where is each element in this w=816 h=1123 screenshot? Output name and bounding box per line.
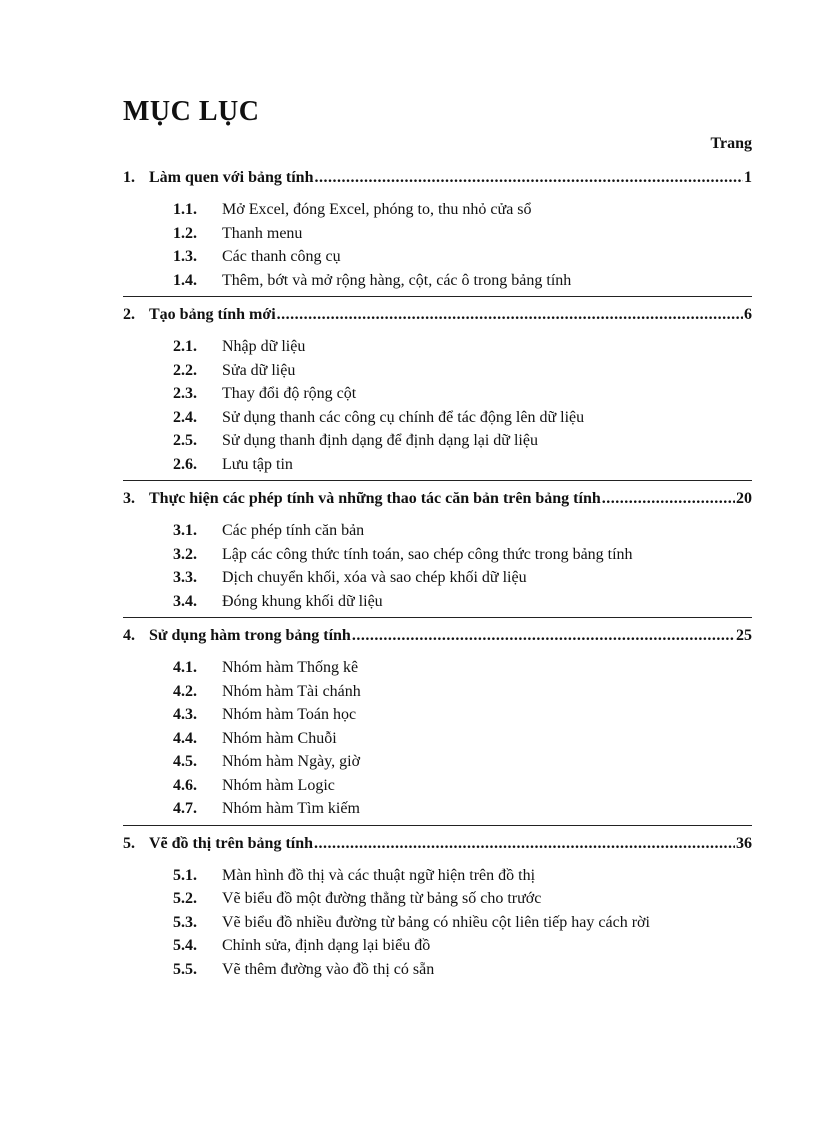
toc-subsection[interactable] bbox=[173, 958, 752, 982]
subsection-number: 3.3. bbox=[173, 569, 197, 586]
section-title: Tạo bảng tính mới bbox=[149, 306, 276, 323]
subsection-number: 3.2. bbox=[173, 545, 197, 563]
toc-subsection[interactable] bbox=[173, 453, 752, 477]
subsection-title: Thay đổi độ rộng cột bbox=[222, 385, 357, 402]
toc-section-heading[interactable] bbox=[123, 487, 752, 511]
dot-leader bbox=[352, 624, 735, 648]
section-number: 5. bbox=[123, 834, 135, 852]
subsection-number: 2.5. bbox=[173, 432, 197, 449]
toc-subsection[interactable] bbox=[173, 727, 752, 751]
toc-subsection[interactable] bbox=[173, 269, 752, 293]
subsection-number: 2.3. bbox=[173, 385, 197, 402]
subsection-title: Chỉnh sửa, định dạng lại biểu đồ bbox=[222, 937, 431, 954]
section-number: 4. bbox=[123, 627, 135, 644]
subsection-title: Đóng khung khối dữ liệu bbox=[222, 592, 383, 610]
page-column-label: Trang bbox=[710, 135, 752, 152]
section-divider bbox=[123, 617, 752, 618]
subsection-number: 1.4. bbox=[173, 271, 197, 289]
subsection-number: 2.6. bbox=[173, 455, 197, 473]
subsection-title: Thêm, bớt và mở rộng hàng, cột, các ô trong bảng tính bbox=[222, 271, 572, 289]
toc-subsection[interactable] bbox=[173, 590, 752, 614]
subsection-number: 4.4. bbox=[173, 729, 197, 747]
subsection-list bbox=[123, 335, 752, 476]
toc-section-heading[interactable] bbox=[123, 303, 752, 327]
subsection-title: Sử dụng thanh định dạng để định dạng lại dữ liệu bbox=[222, 432, 538, 449]
page-title: MỤC LỤC bbox=[123, 96, 260, 127]
subsection-list bbox=[123, 519, 752, 613]
toc-subsection[interactable] bbox=[173, 566, 752, 590]
subsection-title: Vẽ thêm đường vào đồ thị có sẵn bbox=[222, 960, 435, 978]
subsection-title: Nhóm hàm Logic bbox=[222, 776, 335, 794]
subsection-title: Nhóm hàm Tìm kiếm bbox=[222, 800, 360, 817]
subsection-number: 4.5. bbox=[173, 753, 197, 770]
subsection-number: 1.1. bbox=[173, 201, 197, 218]
subsection-number: 5.5. bbox=[173, 960, 197, 978]
subsection-number: 5.2. bbox=[173, 890, 197, 907]
subsection-title: Các phép tính căn bản bbox=[222, 522, 365, 539]
subsection-title: Sửa dữ liệu bbox=[222, 361, 296, 379]
toc-subsection[interactable] bbox=[173, 222, 752, 246]
section-page-number: 1 bbox=[744, 169, 752, 186]
toc-subsection[interactable] bbox=[173, 864, 752, 888]
subsection-number: 1.3. bbox=[173, 248, 197, 265]
toc-section-heading[interactable] bbox=[123, 166, 752, 190]
toc-subsection[interactable] bbox=[173, 774, 752, 798]
subsection-title: Nhóm hàm Ngày, giờ bbox=[222, 753, 361, 770]
toc-subsection[interactable] bbox=[173, 198, 752, 222]
subsection-title: Mở Excel, đóng Excel, phóng to, thu nhỏ cửa sổ bbox=[222, 201, 532, 218]
section-page-number: 20 bbox=[736, 490, 752, 507]
toc-subsection[interactable] bbox=[173, 911, 752, 935]
section-number: 2. bbox=[123, 306, 135, 323]
subsection-title: Sử dụng thanh các công cụ chính để tác động lên dữ liệu bbox=[222, 408, 585, 426]
toc-subsection[interactable] bbox=[173, 406, 752, 430]
toc-subsection[interactable] bbox=[173, 382, 752, 406]
subsection-title: Nhóm hàm Thống kê bbox=[222, 659, 359, 676]
subsection-list bbox=[123, 198, 752, 292]
section-number: 3. bbox=[123, 490, 135, 507]
subsection-title: Nhập dữ liệu bbox=[222, 338, 306, 355]
subsection-number: 2.4. bbox=[173, 408, 197, 426]
dot-leader bbox=[314, 832, 735, 856]
section-title: Vẽ đồ thị trên bảng tính bbox=[149, 834, 314, 852]
toc-section bbox=[123, 624, 752, 826]
toc-subsection[interactable] bbox=[173, 703, 752, 727]
subsection-title: Lưu tập tin bbox=[222, 455, 293, 473]
subsection-number: 4.2. bbox=[173, 682, 197, 700]
toc-section bbox=[123, 166, 752, 297]
toc-section bbox=[123, 487, 752, 618]
table-of-contents bbox=[123, 166, 752, 981]
dot-leader bbox=[314, 166, 743, 190]
toc-subsection[interactable] bbox=[173, 797, 752, 821]
toc-subsection[interactable] bbox=[173, 934, 752, 958]
section-divider bbox=[123, 296, 752, 297]
subsection-title: Nhóm hàm Tài chánh bbox=[222, 682, 361, 700]
subsection-title: Lập các công thức tính toán, sao chép công thức trong bảng tính bbox=[222, 545, 633, 563]
toc-subsection[interactable] bbox=[173, 680, 752, 704]
section-number: 1. bbox=[123, 169, 135, 186]
subsection-title: Thanh menu bbox=[222, 224, 303, 242]
subsection-list bbox=[123, 656, 752, 821]
subsection-list bbox=[123, 864, 752, 982]
section-divider bbox=[123, 825, 752, 826]
subsection-title: Các thanh công cụ bbox=[222, 248, 341, 265]
subsection-title: Vẽ biểu đồ một đường thẳng từ bảng số cho trước bbox=[222, 890, 542, 907]
toc-section bbox=[123, 303, 752, 481]
section-page-number: 25 bbox=[736, 627, 752, 644]
subsection-number: 5.1. bbox=[173, 866, 197, 884]
subsection-number: 5.3. bbox=[173, 913, 197, 931]
subsection-number: 3.1. bbox=[173, 522, 197, 539]
toc-section-heading[interactable] bbox=[123, 832, 752, 856]
dot-leader bbox=[277, 303, 743, 327]
section-title: Sử dụng hàm trong bảng tính bbox=[149, 627, 351, 644]
toc-subsection[interactable] bbox=[173, 656, 752, 680]
section-divider bbox=[123, 480, 752, 481]
toc-subsection[interactable] bbox=[173, 750, 752, 774]
subsection-title: Vẽ biểu đồ nhiều đường từ bảng có nhiều cột liên tiếp hay cách rời bbox=[222, 913, 650, 931]
subsection-number: 4.7. bbox=[173, 800, 197, 817]
subsection-title: Dịch chuyển khối, xóa và sao chép khối dữ liệu bbox=[222, 569, 527, 586]
toc-subsection[interactable] bbox=[173, 429, 752, 453]
subsection-number: 1.2. bbox=[173, 224, 197, 242]
subsection-number: 4.1. bbox=[173, 659, 197, 676]
subsection-title: Màn hình đồ thị và các thuật ngữ hiện trên đồ thị bbox=[222, 866, 536, 884]
subsection-number: 2.2. bbox=[173, 361, 197, 379]
toc-section-heading[interactable] bbox=[123, 624, 752, 648]
subsection-number: 5.4. bbox=[173, 937, 197, 954]
toc-subsection[interactable] bbox=[173, 335, 752, 359]
section-page-number: 6 bbox=[744, 306, 752, 323]
subsection-number: 2.1. bbox=[173, 338, 197, 355]
toc-subsection[interactable] bbox=[173, 359, 752, 383]
subsection-number: 4.6. bbox=[173, 776, 197, 794]
toc-subsection[interactable] bbox=[173, 519, 752, 543]
toc-subsection[interactable] bbox=[173, 887, 752, 911]
toc-subsection[interactable] bbox=[173, 543, 752, 567]
toc-subsection[interactable] bbox=[173, 245, 752, 269]
subsection-number: 3.4. bbox=[173, 592, 197, 610]
section-page-number: 36 bbox=[736, 834, 752, 852]
subsection-number: 4.3. bbox=[173, 706, 197, 723]
subsection-title: Nhóm hàm Chuỗi bbox=[222, 729, 337, 747]
dot-leader bbox=[602, 487, 735, 511]
section-title: Làm quen với bảng tính bbox=[149, 169, 314, 186]
section-title: Thực hiện các phép tính và những thao tác căn bản trên bảng tính bbox=[149, 490, 601, 507]
toc-section bbox=[123, 832, 752, 982]
subsection-title: Nhóm hàm Toán học bbox=[222, 706, 357, 723]
